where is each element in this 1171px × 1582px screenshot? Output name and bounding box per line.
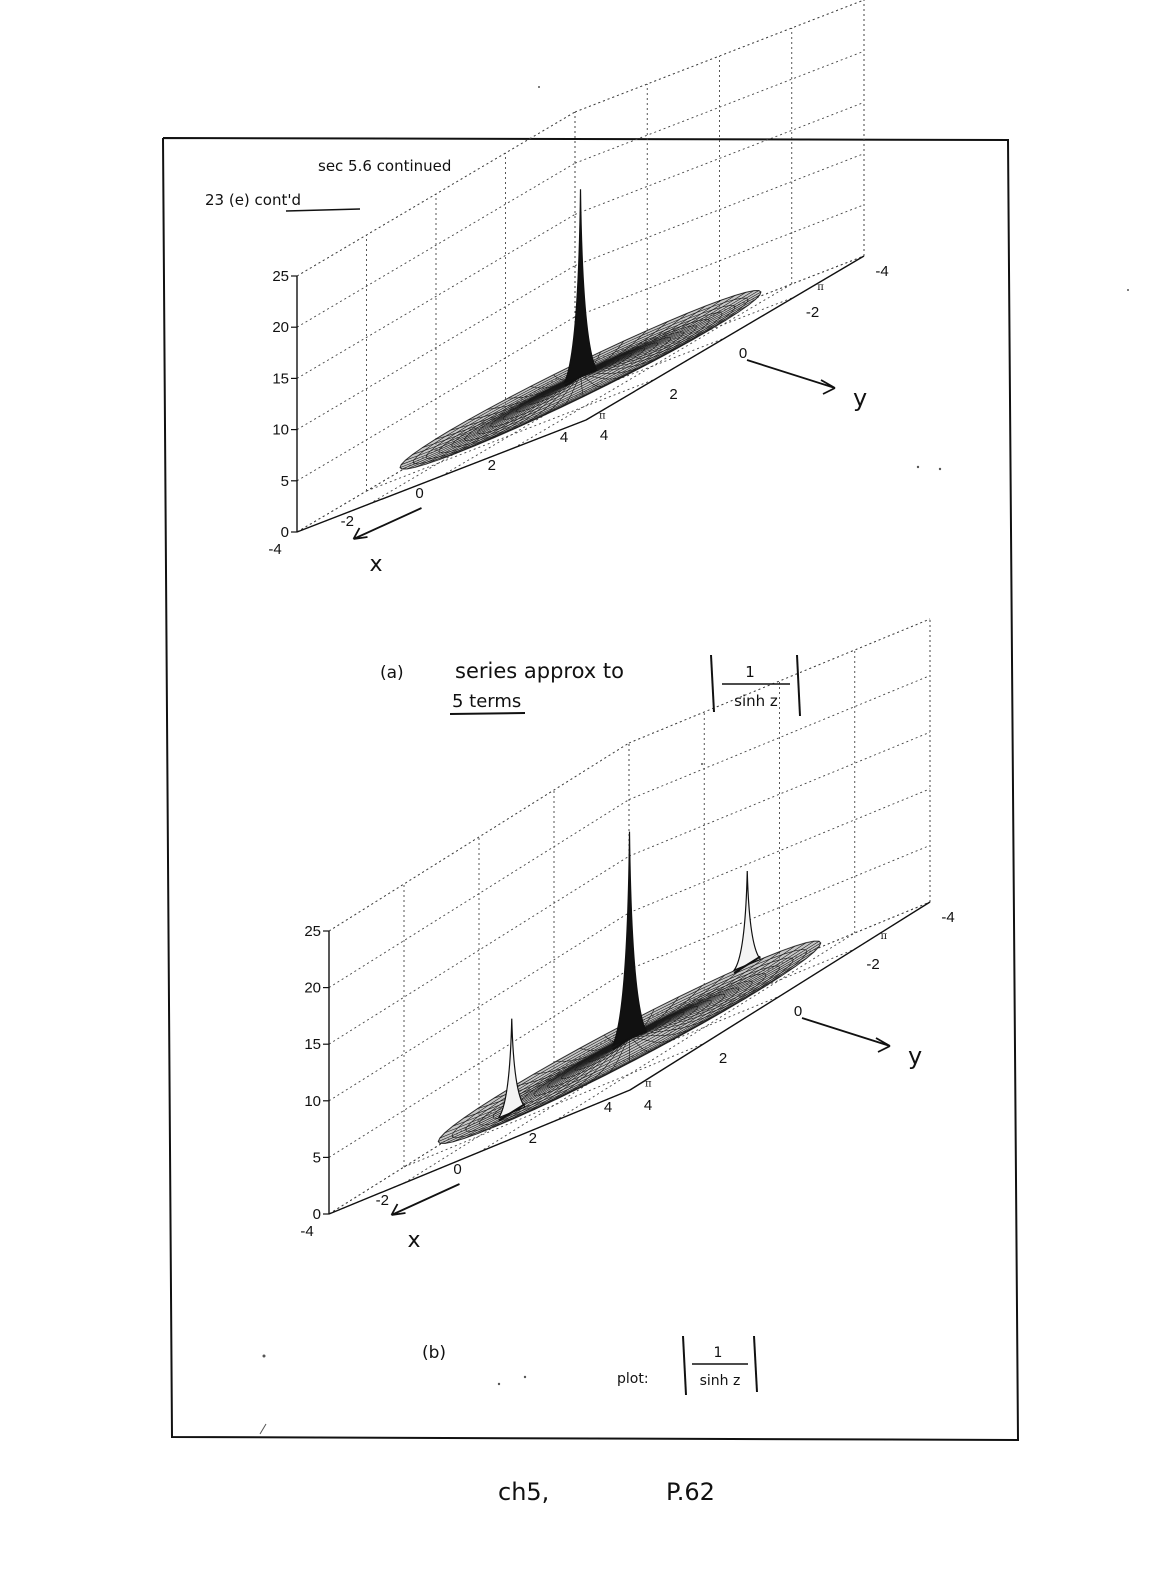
footer-page: P.62 bbox=[666, 1478, 715, 1506]
panel-b-y-tick-label: -2 bbox=[866, 956, 880, 973]
panel-a-z-tick-label: 10 bbox=[272, 421, 289, 439]
panel-a-x-axis-arrow bbox=[354, 508, 422, 539]
panel-a-formula-numerator: 1 bbox=[745, 663, 755, 681]
problem-note: 23 (e) cont'd bbox=[205, 191, 302, 209]
section-note: sec 5.6 continued bbox=[318, 157, 452, 175]
panel-b-x-tick-label: 0 bbox=[453, 1161, 462, 1178]
panel-b-z-tick-label: 10 bbox=[304, 1092, 321, 1110]
panel-b-grid-floor-y bbox=[404, 1043, 705, 1167]
panel-b-y-tick-label: 2 bbox=[718, 1050, 728, 1067]
panel-b-formula-denominator: sinh z bbox=[699, 1373, 741, 1389]
panel-b-peak bbox=[734, 871, 760, 970]
panel-a-grid-wall-z bbox=[297, 163, 575, 327]
panel-a-x-axis-label: x bbox=[369, 552, 383, 577]
panel-a-pi-marker: π bbox=[817, 281, 824, 293]
panel-a-y-axis bbox=[586, 256, 864, 420]
panel-a-z-tick-label: 25 bbox=[272, 268, 289, 285]
panel-b-y-axis-arrow bbox=[802, 1018, 890, 1052]
panel-b-z-tick-label: 5 bbox=[312, 1149, 321, 1167]
panel-a-grid-wall-z bbox=[575, 102, 864, 214]
panel-b-x-tick-label: -2 bbox=[375, 1192, 389, 1209]
panel-b-x-axis-arrow bbox=[392, 1184, 460, 1215]
panel-a-grid-floor-x bbox=[514, 284, 792, 448]
panel-b-z-tick-label: 0 bbox=[312, 1206, 321, 1223]
chart-panel-a bbox=[268, 0, 888, 577]
panel-b-grid-wall-z bbox=[629, 619, 930, 743]
panel-b-grid-floor-x bbox=[555, 933, 855, 1121]
panel-a-label: (a) bbox=[380, 663, 404, 683]
panel-a-caption: series approx to bbox=[455, 659, 624, 683]
panel-b-pi-marker: π bbox=[644, 1078, 652, 1090]
panel-b-pi-marker: π bbox=[880, 930, 888, 942]
panel-a-x-tick-label: 0 bbox=[415, 485, 424, 502]
panel-b-y-tick-label: -4 bbox=[941, 909, 955, 926]
panel-b-grid-wall-z bbox=[329, 743, 629, 931]
panel-b-z-tick-label: 15 bbox=[304, 1036, 321, 1054]
page-frame bbox=[163, 138, 1018, 1440]
panel-b-y-axis-label: y bbox=[908, 1042, 923, 1070]
chart-panel-b bbox=[300, 619, 954, 1253]
panel-a-x-tick-label: -4 bbox=[268, 541, 282, 558]
panel-b-z-tick-label: 25 bbox=[304, 923, 321, 940]
panel-b-caption-prefix: plot: bbox=[617, 1371, 649, 1387]
panel-b-label: (b) bbox=[422, 1343, 447, 1363]
panel-b-x-tick-label: 2 bbox=[528, 1130, 537, 1147]
panel-b-x-axis-label: x bbox=[407, 1228, 421, 1253]
panel-a-y-tick-label: 0 bbox=[738, 345, 748, 362]
panel-b-formula bbox=[683, 1336, 757, 1395]
panel-a-caption-note-underline bbox=[450, 713, 525, 714]
panel-a-grid-wall-z bbox=[297, 112, 575, 276]
scan-specks bbox=[260, 86, 1129, 1434]
panel-b-y-tick-label: 4 bbox=[643, 1097, 653, 1114]
panel-a-y-tick-label: -4 bbox=[875, 263, 889, 280]
problem-note-underline bbox=[286, 209, 360, 211]
panel-a-z-tick-label: 15 bbox=[272, 370, 289, 388]
panel-a-y-axis-label: y bbox=[853, 384, 868, 412]
panel-a-y-tick-label: 4 bbox=[599, 427, 609, 444]
panel-a-caption-note: 5 terms bbox=[452, 691, 522, 712]
panel-b-formula-numerator: 1 bbox=[713, 1345, 723, 1361]
panel-b-y-tick-label: 0 bbox=[793, 1003, 803, 1020]
panel-a-x-tick-label: 4 bbox=[559, 429, 569, 446]
panel-a-pi-marker: π bbox=[599, 410, 606, 422]
panel-a-y-tick-label: 2 bbox=[669, 386, 678, 403]
panel-b-x-tick-label: -4 bbox=[300, 1223, 314, 1240]
panel-a-y-tick-label: -2 bbox=[805, 304, 820, 321]
panel-b-z-tick-label: 20 bbox=[304, 979, 321, 997]
panel-a-z-tick-label: 20 bbox=[272, 319, 289, 337]
panel-b-x-tick-label: 4 bbox=[603, 1099, 613, 1116]
panel-a-z-tick-label: 0 bbox=[280, 524, 289, 541]
panel-a-x-tick-label: 2 bbox=[487, 457, 496, 474]
panel-a-y-axis-arrow bbox=[747, 360, 835, 394]
panel-a-z-tick-label: 5 bbox=[280, 472, 289, 490]
footer-chapter: ch5, bbox=[498, 1478, 550, 1506]
panel-a-formula-denominator: sinh z bbox=[734, 692, 778, 710]
panel-a-x-tick-label: -2 bbox=[340, 513, 354, 530]
panel-a-formula bbox=[711, 655, 800, 716]
